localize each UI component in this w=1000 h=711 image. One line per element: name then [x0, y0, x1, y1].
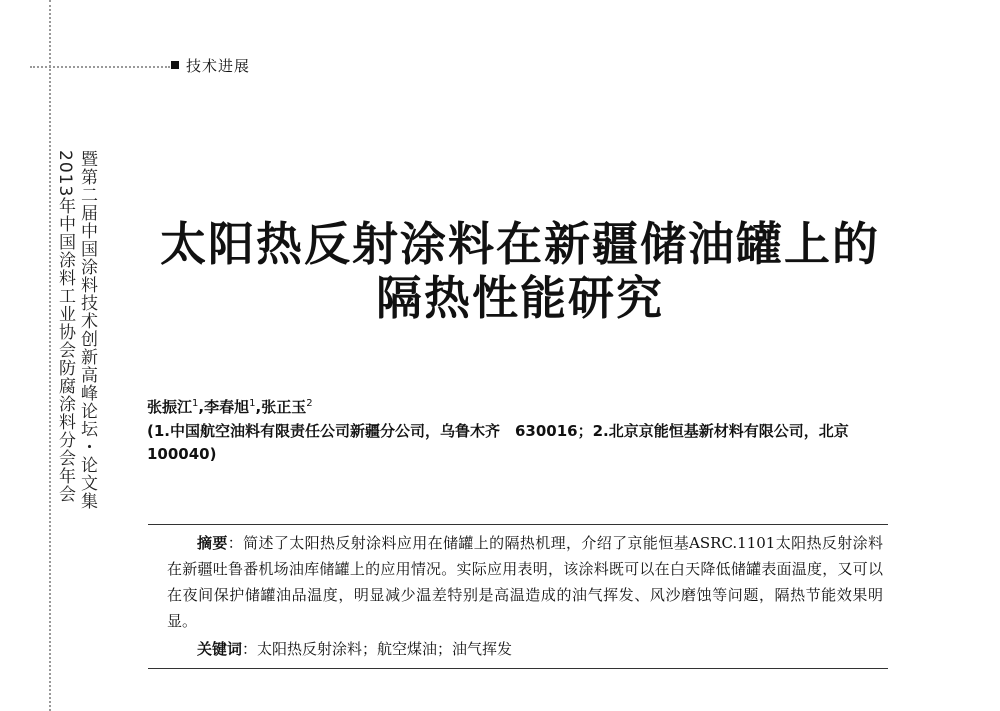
keywords-block — [197, 638, 512, 659]
affiliation: (1.中国航空油料有限责任公司新疆分公司，乌鲁木齐 630016；2.北京京能恒基新材料有限公司，北京 100040) — [147, 422, 864, 463]
keywords-label: 关键词 — [197, 640, 243, 658]
author-separator: , — [198, 398, 205, 416]
left-dotted-rule — [49, 0, 51, 711]
abstract-bottom-rule — [148, 668, 888, 669]
author-list — [147, 396, 313, 417]
author-affiliation-mark: 2 — [306, 398, 313, 409]
paper-title-line2: 隔热性能研究 — [376, 271, 664, 325]
author-separator: , — [255, 398, 262, 416]
paper-title-line1: 太阳热反射涂料在新疆储油罐上的 — [160, 217, 880, 271]
keywords-text: ：太阳热反射涂料；航空煤油；油气挥发 — [242, 640, 513, 658]
author-affiliation-mark: 1 — [192, 398, 199, 409]
author-name: 张正玉 — [261, 398, 307, 416]
abstract-label: 摘要 — [197, 534, 228, 552]
header-dotted-rule — [30, 66, 170, 68]
abstract-block — [167, 530, 883, 634]
section-square-icon — [171, 61, 179, 69]
section-label: 技术进展 — [186, 57, 251, 75]
author-affiliation-mark: 1 — [249, 398, 256, 409]
side-title-line1: 暨第二届中国涂料技术创新高峰论坛・论文集 — [77, 150, 97, 510]
side-title-line2: 2013年中国涂料工业协会防腐涂料分会年会 — [55, 150, 75, 504]
author-name: 李春旭 — [204, 398, 250, 416]
abstract-text: ：简述了太阳热反射涂料应用在储罐上的隔热机理，介绍了京能恒基ASRC.1101太阳热反射涂料在新疆吐鲁番机场油库储罐上的应用情况。实际应用表明，该涂料既可以在白天降低储罐表面温度，又可以在夜间保护储罐油品温度，明显减少温差特别是高温造成的油气挥发、风沙磨蚀等问题，隔热节能效果明显。 — [167, 534, 883, 630]
author-name: 张振江 — [147, 398, 193, 416]
abstract-top-rule — [148, 524, 888, 525]
